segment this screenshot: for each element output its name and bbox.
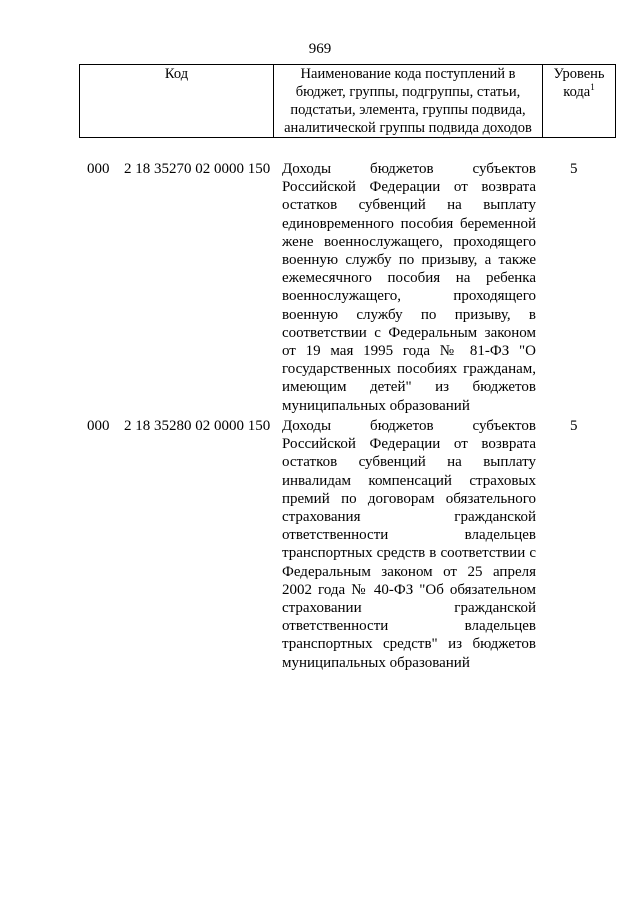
income-name: Доходы бюджетов субъектов Российской Федерации от возврата остатков субвенций на выплату единовременного пособия беременной жене военнослужащего, проходящего военную службу по призыву, а также ежемесячного пособия на ребенка военнослужащего, проходящего военную службу по призыву, в соответствии с Федеральным законом от 19 мая 1995 года № 81-ФЗ "О государственных пособиях гражданам, имеющим детей" из бюджетов муниципальных образований <box>282 161 536 414</box>
page-number: 969 <box>308 41 332 57</box>
admin-code: 000 <box>87 161 110 177</box>
footnote-marker: 1 <box>590 82 595 93</box>
code-level: 5 <box>570 418 578 434</box>
code-level: 5 <box>570 161 578 177</box>
admin-code: 000 <box>87 418 110 434</box>
header-name-cell <box>274 65 543 138</box>
income-name: Доходы бюджетов субъектов Российской Федерации от возврата остатков субвенций на выплату инвалидам компенсаций страховых премий по договорам обязательного страхования гражданской ответственности владельцев транспортных средств в соответствии с Федеральным законом от 25 апреля 2002 года № 40-ФЗ "Об обязательном страховании гражданской ответственности владельцев транспортных средств" из бюджетов муниципальных образований <box>282 418 536 671</box>
header-name-label: Наименование кода поступлений в бюджет, группы, подгруппы, статьи, подстатьи, элемента, группы подвида, аналитической группы подвида доходов <box>284 66 532 136</box>
header-level-cell <box>543 65 616 138</box>
header-code-cell <box>80 65 274 138</box>
income-code: 2 18 35280 02 0000 150 <box>124 418 271 434</box>
header-code-label: Код <box>164 66 189 82</box>
header-level-label: Уровень кода <box>553 66 605 100</box>
table-header <box>79 64 616 138</box>
income-code: 2 18 35270 02 0000 150 <box>124 161 271 177</box>
